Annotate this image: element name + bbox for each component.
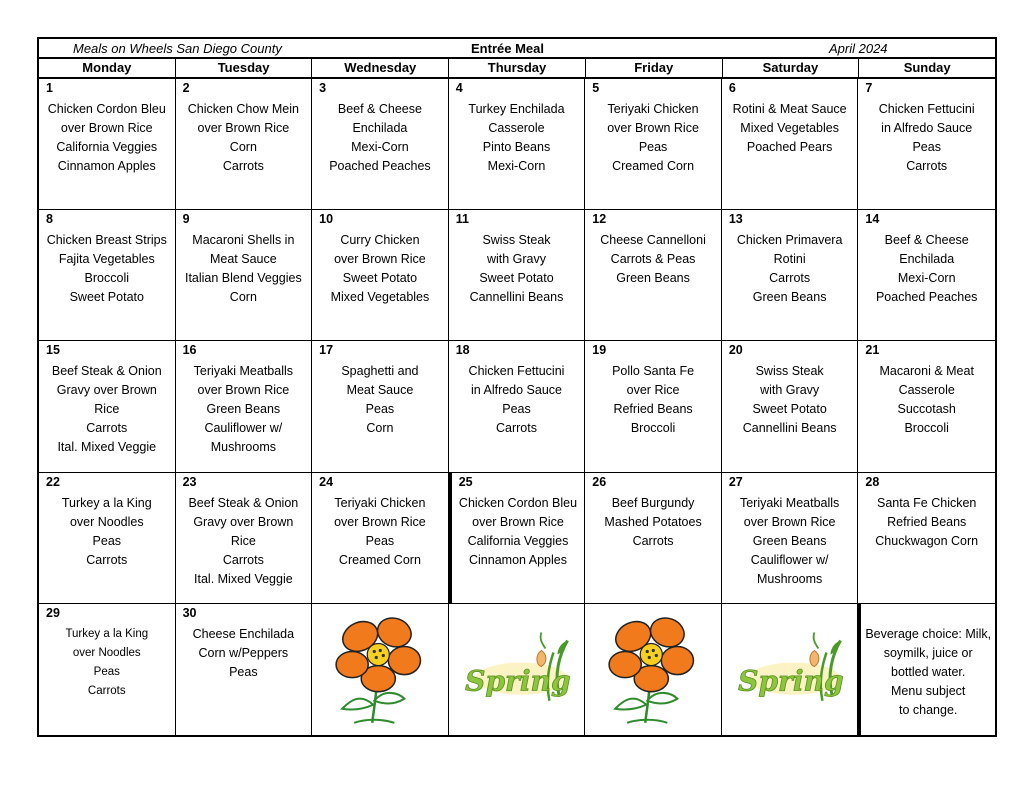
- day-number: 15: [46, 343, 60, 358]
- meal-line: Beef Steak & Onion: [51, 364, 162, 379]
- meal-line: Peas: [365, 533, 395, 548]
- day-cell: [312, 473, 449, 604]
- meal-line: over Brown Rice: [743, 514, 836, 529]
- month-label: April 2024: [829, 41, 888, 56]
- day-number: 6: [728, 81, 736, 95]
- organization-name: Meals on Wheels San Diego County: [73, 41, 282, 56]
- meal-line: Peas: [502, 402, 531, 417]
- meal-line: Refried Beans: [887, 514, 967, 529]
- meal-line: Turkey a la King: [65, 627, 149, 640]
- day-number: 11: [455, 212, 469, 227]
- meal-line: Poached Peaches: [329, 159, 431, 173]
- meal-line: Cannellini Beans: [469, 290, 564, 305]
- day-cell: [858, 341, 995, 472]
- meal-line: California Veggies: [56, 140, 158, 154]
- meal-line: Macaroni & Meat: [879, 364, 974, 379]
- meal-line: Corn: [366, 421, 394, 436]
- meal-description: [312, 362, 448, 438]
- day-cell: [176, 341, 313, 472]
- meal-line: California Veggies: [467, 533, 569, 548]
- meal-line: Carrots: [222, 552, 264, 567]
- day-cell: [39, 210, 176, 341]
- meal-line: Sweet Potato: [479, 271, 554, 286]
- day-number: 20: [728, 343, 743, 358]
- meal-description: [452, 494, 585, 570]
- meal-description: [722, 231, 858, 307]
- day-cell: [449, 341, 586, 472]
- meal-description: [312, 494, 448, 570]
- meal-description: [858, 362, 995, 438]
- meal-line: Beef & Cheese: [884, 233, 969, 248]
- meal-line: Carrots: [496, 421, 537, 436]
- meal-line: Broccoli: [84, 271, 130, 286]
- meal-description: [858, 494, 995, 551]
- meal-description: [585, 100, 721, 176]
- meal-line: Spaghetti and: [341, 364, 419, 379]
- meal-line: over Brown Rice: [607, 121, 699, 135]
- meal-line: Chuckwagon Corn: [875, 533, 979, 548]
- spring-text: Spring: [464, 664, 571, 698]
- day-number: 26: [592, 474, 607, 489]
- day-cell: [39, 473, 176, 604]
- meal-line: Mexi-Corn: [897, 271, 956, 286]
- meal-description: [312, 231, 448, 307]
- meal-line: Beef Steak & Onion: [188, 495, 299, 510]
- day-number: 12: [592, 212, 607, 227]
- flower-icon: [312, 604, 448, 735]
- meal-line: Corn: [229, 140, 257, 154]
- meal-line: Mixed Vegetables: [740, 121, 839, 135]
- meal-line: Cauliflower w/: [750, 552, 829, 567]
- note-line: to change.: [899, 702, 958, 717]
- note-line: Beverage choice: Milk,: [865, 626, 992, 641]
- meal-line: Santa Fe Chicken: [877, 495, 977, 510]
- meal-line: Teriyaki Chicken: [334, 495, 426, 510]
- flower-icon: [585, 604, 721, 735]
- meal-line: Meat Sauce: [346, 383, 414, 398]
- note-line: Menu subject: [891, 683, 966, 698]
- day-number: 28: [865, 474, 880, 489]
- day-cell: [722, 341, 859, 472]
- meal-line: Peas: [365, 402, 395, 417]
- meal-line: Mexi-Corn: [351, 140, 409, 154]
- meal-line: Creamed Corn: [612, 159, 695, 173]
- weekday-header: Friday: [586, 59, 723, 77]
- day-cell: [858, 79, 995, 210]
- meal-line: Pollo Santa Fe: [612, 364, 695, 379]
- day-cell: [39, 79, 176, 210]
- day-number: 13: [728, 212, 743, 227]
- meal-line: Carrots: [632, 533, 674, 548]
- meal-description: [39, 362, 175, 457]
- meal-description: [722, 362, 858, 438]
- meal-line: Enchilada: [899, 252, 955, 267]
- meal-line: Cannellini Beans: [742, 421, 837, 436]
- meal-line: Chicken Fettucini: [878, 102, 975, 116]
- day-number: 22: [46, 474, 60, 489]
- meal-description: [585, 494, 721, 551]
- meal-line: Cheese Enchilada: [192, 626, 295, 641]
- meal-line: with Gravy: [486, 252, 547, 267]
- meal-description: [176, 494, 312, 589]
- day-cell: [449, 79, 586, 210]
- meal-description: [39, 494, 175, 570]
- day-number: 19: [592, 343, 607, 358]
- meal-line: Meat Sauce: [209, 252, 277, 267]
- meal-line: Creamed Corn: [338, 552, 421, 567]
- weekday-header: Tuesday: [176, 59, 313, 77]
- title-bar: [39, 39, 995, 59]
- day-cell: [176, 210, 313, 341]
- day-cell: [449, 210, 586, 341]
- meal-line: Rice: [94, 402, 120, 417]
- meal-line: Broccoli: [904, 421, 949, 436]
- meal-line: Sweet Potato: [752, 402, 827, 417]
- day-cell: [722, 210, 859, 341]
- meal-line: Enchilada: [352, 121, 408, 135]
- meal-description: [39, 625, 175, 701]
- meal-line: Beef & Cheese: [337, 102, 422, 116]
- meal-description: [722, 100, 858, 157]
- meal-line: Mixed Vegetables: [330, 290, 430, 305]
- meal-line: Peas: [912, 140, 941, 154]
- beverage-note-cell: [858, 604, 995, 735]
- day-cell: [312, 210, 449, 341]
- meal-line: Mashed Potatoes: [604, 514, 702, 529]
- meal-line: Carrots: [87, 684, 126, 697]
- meal-description: [585, 231, 721, 288]
- meal-line: with Gravy: [760, 383, 820, 398]
- meal-line: Green Beans: [616, 271, 690, 286]
- day-number: 18: [455, 343, 470, 358]
- day-number: 2: [182, 81, 190, 95]
- day-cell: [449, 473, 586, 604]
- meal-line: over Noodles: [69, 514, 144, 529]
- meal-line: Chicken Breast Strips: [46, 233, 167, 248]
- meal-line: Swiss Steak: [482, 233, 551, 248]
- meal-line: Chicken Cordon Bleu: [458, 495, 578, 510]
- meal-line: over Brown Rice: [197, 121, 290, 135]
- meal-description: [176, 100, 312, 176]
- meal-line: Sweet Potato: [342, 271, 418, 286]
- meal-line: over Brown Rice: [334, 514, 426, 529]
- meal-line: Ital. Mixed Veggie: [57, 440, 157, 455]
- meal-description: [449, 100, 585, 176]
- meal-line: Carrots: [86, 421, 128, 436]
- meal-description: [449, 231, 585, 307]
- spring-text: Spring: [737, 664, 844, 698]
- day-number: 10: [319, 212, 334, 227]
- meal-description: [176, 231, 312, 307]
- meal-description: [585, 362, 721, 438]
- spring-graphic: [449, 604, 585, 735]
- day-cell: [722, 473, 859, 604]
- day-cell: [39, 604, 176, 735]
- meal-line: Ital. Mixed Veggie: [194, 571, 293, 586]
- day-number: 21: [865, 343, 880, 358]
- weekday-header: Monday: [39, 59, 176, 77]
- day-number: 30: [182, 605, 197, 620]
- day-cell: [176, 79, 313, 210]
- day-number: 16: [182, 343, 197, 358]
- note-line: bottled water.: [891, 664, 966, 679]
- note-line: soymilk, juice or: [883, 645, 973, 660]
- meal-line: Mexi-Corn: [487, 159, 546, 173]
- day-cell: [585, 341, 722, 472]
- day-cell: [858, 210, 995, 341]
- beverage-note: [864, 625, 992, 720]
- meal-line: Pinto Beans: [482, 140, 551, 154]
- meal-line: Rotini: [773, 252, 806, 267]
- meal-line: Carrots: [222, 159, 264, 173]
- day-cell: [176, 604, 313, 735]
- meal-line: Refried Beans: [613, 402, 693, 417]
- meal-line: Beef Burgundy: [611, 495, 695, 510]
- meal-line: in Alfredo Sauce: [470, 383, 563, 398]
- weekday-header: Thursday: [449, 59, 586, 77]
- meal-line: Casserole: [488, 121, 545, 135]
- meal-line: Rice: [230, 533, 256, 548]
- flower-art-cell: [585, 604, 722, 735]
- meal-line: Casserole: [898, 383, 955, 398]
- meal-line: Turkey Enchilada: [468, 102, 565, 116]
- meal-line: Corn w/Peppers: [198, 645, 289, 660]
- calendar-grid: [39, 79, 995, 735]
- weekday-header: Saturday: [723, 59, 860, 77]
- meal-line: Green Beans: [206, 402, 281, 417]
- day-cell: [722, 79, 859, 210]
- meal-line: Turkey a la King: [61, 495, 152, 510]
- meal-description: [176, 362, 312, 457]
- day-cell: [312, 79, 449, 210]
- meal-line: Gravy over Brown: [56, 383, 157, 398]
- meal-description: [449, 362, 585, 438]
- meal-line: over Brown Rice: [60, 121, 153, 135]
- meal-line: Cinnamon Apples: [57, 159, 156, 173]
- spring-art-cell: [449, 604, 586, 735]
- meal-line: Poached Pears: [746, 140, 833, 154]
- meal-line: Carrots: [769, 271, 811, 286]
- meal-description: [39, 231, 175, 307]
- weekday-header: Wednesday: [312, 59, 449, 77]
- meal-line: over Brown Rice: [472, 514, 564, 529]
- meal-line: Cheese Cannelloni: [600, 233, 706, 248]
- meal-line: Green Beans: [752, 533, 827, 548]
- meal-line: Peas: [638, 140, 668, 154]
- day-cell: [312, 341, 449, 472]
- meal-description: [858, 231, 995, 307]
- meal-line: Sweet Potato: [69, 290, 144, 305]
- meal-line: Chicken Chow Mein: [187, 102, 299, 116]
- meal-line: Chicken Fettucini: [468, 364, 565, 379]
- day-number: 23: [182, 474, 197, 489]
- day-number: 17: [319, 343, 334, 358]
- meal-line: Peas: [229, 664, 258, 679]
- meal-line: Mushrooms: [756, 571, 823, 586]
- meal-description: [858, 100, 995, 176]
- meal-line: Poached Peaches: [875, 290, 978, 305]
- day-number: 8: [46, 212, 53, 227]
- day-number: 3: [319, 81, 327, 95]
- flower-art-cell: [312, 604, 449, 735]
- meal-line: over Brown Rice: [334, 252, 426, 267]
- meal-line: Chicken Primavera: [736, 233, 843, 248]
- meal-line: Teriyaki Meatballs: [739, 495, 840, 510]
- day-number: 9: [182, 212, 190, 227]
- spring-art-cell: [722, 604, 859, 735]
- meal-description: [312, 100, 448, 176]
- meal-line: over Rice: [626, 383, 680, 398]
- day-number: 4: [455, 81, 463, 95]
- day-number: 29: [46, 605, 60, 620]
- menu-title: Entrée Meal: [471, 41, 544, 56]
- day-cell: [858, 473, 995, 604]
- meal-line: Carrots: [906, 159, 948, 173]
- meal-line: Rotini & Meat Sauce: [732, 102, 847, 116]
- meal-line: Swiss Steak: [755, 364, 824, 379]
- meal-line: Cinnamon Apples: [469, 552, 567, 567]
- day-number: 1: [46, 81, 53, 95]
- day-cell: [585, 79, 722, 210]
- weekday-header: Sunday: [903, 60, 951, 75]
- meal-line: Succotash: [897, 402, 956, 417]
- day-number: 25: [458, 474, 473, 489]
- meal-description: [722, 494, 858, 589]
- meal-line: Italian Blend Veggies: [184, 271, 302, 286]
- meal-line: Chicken Cordon Bleu: [47, 102, 166, 116]
- meal-line: Green Beans: [752, 290, 827, 305]
- spring-graphic: [722, 604, 858, 735]
- day-number: 27: [728, 474, 743, 489]
- day-number: 5: [592, 81, 600, 95]
- meal-description: [39, 100, 175, 176]
- day-number: 24: [319, 474, 334, 489]
- meal-line: over Noodles: [72, 646, 141, 659]
- meal-line: Teriyaki Meatballs: [193, 364, 294, 379]
- meal-line: Carrots & Peas: [610, 252, 696, 267]
- weekday-header-row: [39, 59, 995, 79]
- meal-line: over Brown Rice: [197, 383, 290, 398]
- day-number: 7: [865, 81, 873, 95]
- meal-line: Carrots: [86, 552, 128, 567]
- meal-line: Broccoli: [630, 421, 676, 436]
- menu-calendar: [37, 37, 997, 737]
- meal-line: Macaroni Shells in: [192, 233, 295, 248]
- meal-line: Fajita Vegetables: [58, 252, 155, 267]
- meal-line: Teriyaki Chicken: [607, 102, 699, 116]
- meal-description: [176, 625, 312, 682]
- meal-line: Mushrooms: [210, 440, 276, 455]
- day-cell: [585, 210, 722, 341]
- day-cell: [176, 473, 313, 604]
- day-cell: [585, 473, 722, 604]
- meal-line: in Alfredo Sauce: [881, 121, 973, 135]
- meal-line: Peas: [92, 533, 122, 548]
- meal-line: Corn: [229, 290, 257, 305]
- meal-line: Gravy over Brown: [193, 514, 294, 529]
- meal-line: Cauliflower w/: [204, 421, 283, 436]
- meal-line: Curry Chicken: [340, 233, 420, 248]
- day-number: 14: [865, 212, 880, 227]
- day-cell: [39, 341, 176, 472]
- meal-line: Peas: [93, 665, 120, 678]
